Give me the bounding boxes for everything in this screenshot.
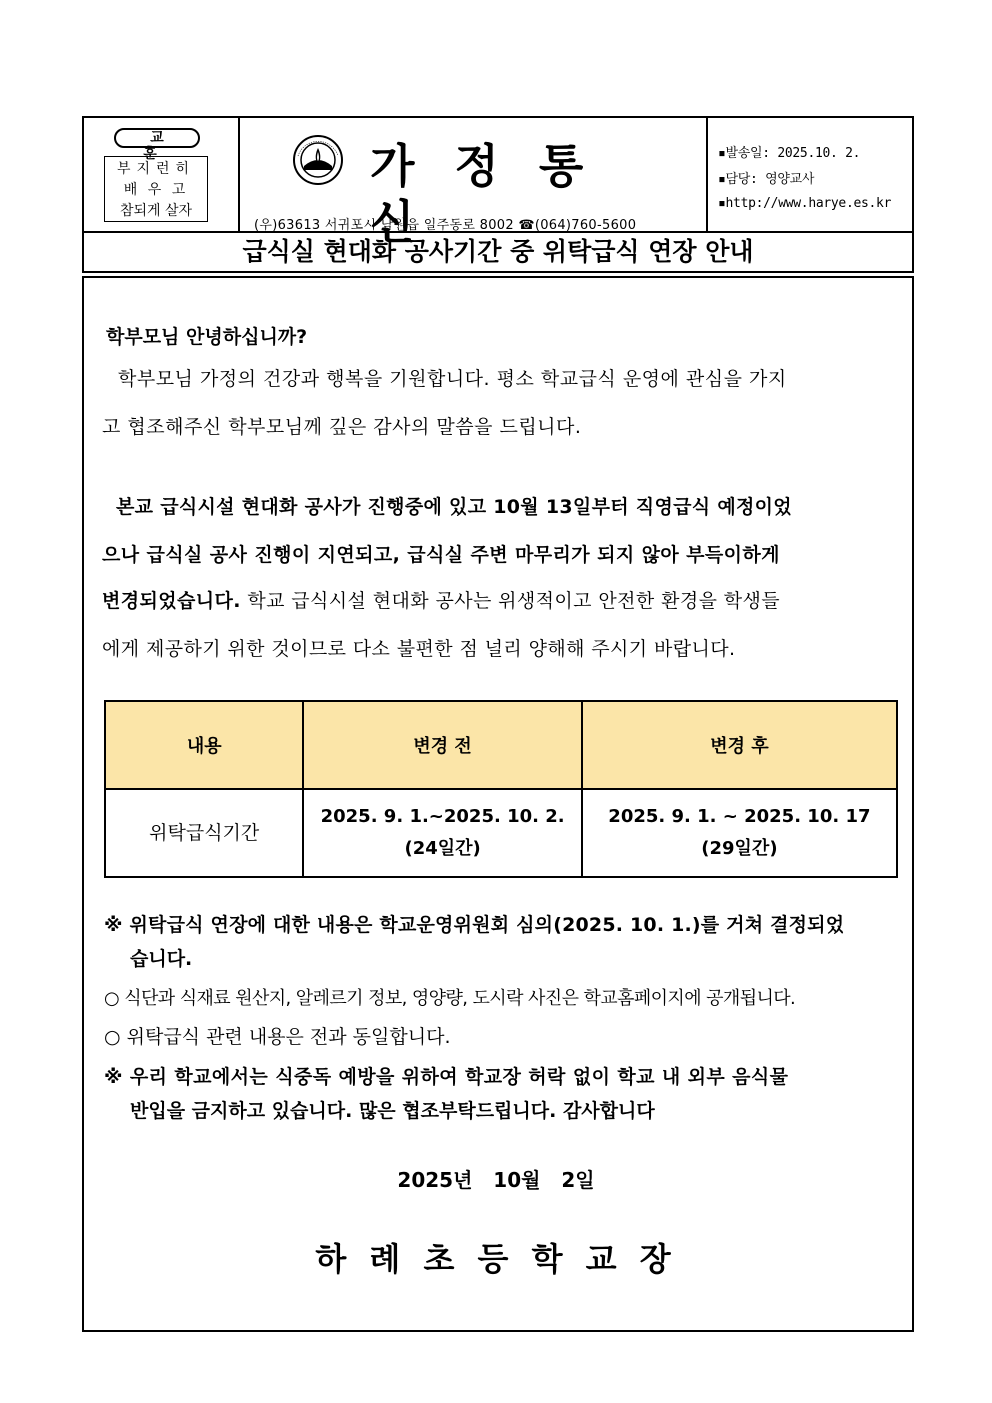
note-line: ※ 위탁급식 연장에 대한 내용은 학교운영위원회 심의(2025. 10. 1.)를 거쳐 결정되었 bbox=[104, 914, 845, 936]
note-line: ※ 우리 학교에서는 식중독 예방을 위하여 학교장 허락 없이 학교 내 외부 음식물 bbox=[104, 1066, 789, 1088]
signature-principal: 하 례 초 등 학 교 장 bbox=[315, 1240, 677, 1278]
text-span: 학교 급식시설 현대화 공사는 위생적이고 안전한 환경을 학생들 bbox=[240, 590, 781, 612]
cell-line: (24일간) bbox=[404, 838, 481, 859]
cell-line: 2025. 9. 1. ~ 2025. 10. 17 bbox=[608, 806, 871, 827]
school-emblem-icon bbox=[292, 134, 344, 186]
motto-line: 부지런히 bbox=[116, 161, 196, 177]
note-line: 습니다. bbox=[130, 948, 193, 970]
table-row bbox=[105, 789, 897, 877]
table-cell bbox=[582, 789, 897, 877]
info-section bbox=[708, 118, 912, 231]
document-title: 가정통신 bbox=[370, 139, 624, 249]
person-in-charge: ▪담당: 영양교사 bbox=[718, 172, 815, 187]
column-header: 변경 전 bbox=[303, 701, 581, 789]
paragraph-line: 으나 급식실 공사 진행이 지연되고, 급식실 주변 마무리가 되지 않아 부득이하게 bbox=[102, 544, 780, 566]
bold-phrase: 변경되었습니다. bbox=[102, 590, 241, 612]
letter-date: 2025년 10월 2일 bbox=[397, 1168, 595, 1192]
bullet-line: ○ 식단과 식재료 원산지, 알레르기 정보, 영양량, 도시락 사진은 학교홈페이지에 공개됩니다. bbox=[104, 988, 796, 1009]
paragraph-line: 에게 제공하기 위한 것이므로 다소 불편한 점 널리 양해해 주시기 바랍니다. bbox=[102, 638, 736, 660]
motto-text bbox=[104, 156, 208, 222]
cell-line: 2025. 9. 1.~2025. 10. 2. bbox=[320, 806, 565, 827]
subject-title: 급식실 현대화 공사기간 중 위탁급식 연장 안내 bbox=[82, 233, 914, 273]
paragraph-line bbox=[102, 586, 780, 613]
title-section bbox=[240, 118, 708, 249]
bullet-line: ○ 위탁급식 관련 내용은 전과 동일합니다. bbox=[104, 1026, 451, 1048]
table-cell bbox=[303, 789, 581, 877]
send-date: ▪발송일: 2025.10. 2. bbox=[718, 146, 861, 161]
motto-line: 참되게 살자 bbox=[119, 203, 193, 219]
paragraph-line: 학부모님 가정의 건강과 행복을 기원합니다. 평소 학교급식 운영에 관심을 가지 bbox=[118, 368, 787, 390]
motto-badge: 교 훈 bbox=[114, 128, 200, 148]
schedule-change-table bbox=[104, 700, 898, 878]
column-header: 내용 bbox=[105, 701, 303, 789]
letter-header bbox=[82, 116, 914, 249]
greeting: 학부모님 안녕하십니까? bbox=[106, 326, 308, 348]
table-cell: 위탁급식기간 bbox=[105, 789, 303, 877]
school-website: ▪http://www.harye.es.kr bbox=[718, 196, 892, 211]
paragraph-line: 본교 급식시설 현대화 공사가 진행중에 있고 10월 13일부터 직영급식 예정이었 bbox=[116, 496, 792, 518]
table-header-row bbox=[105, 701, 897, 789]
paragraph-line: 고 협조해주신 학부모님께 깊은 감사의 말씀을 드립니다. bbox=[102, 416, 582, 438]
column-header: 변경 후 bbox=[582, 701, 897, 789]
motto-section bbox=[84, 118, 240, 231]
motto-line: 배 우 고 bbox=[123, 182, 189, 198]
school-address: (우)63613 서귀포시 남원읍 일주동로 8002 ☎(064)760-5600 bbox=[254, 218, 637, 233]
note-line: 반입을 금지하고 있습니다. 많은 협조부탁드립니다. 감사합니다 bbox=[130, 1100, 655, 1122]
cell-line: (29일간) bbox=[701, 838, 778, 859]
